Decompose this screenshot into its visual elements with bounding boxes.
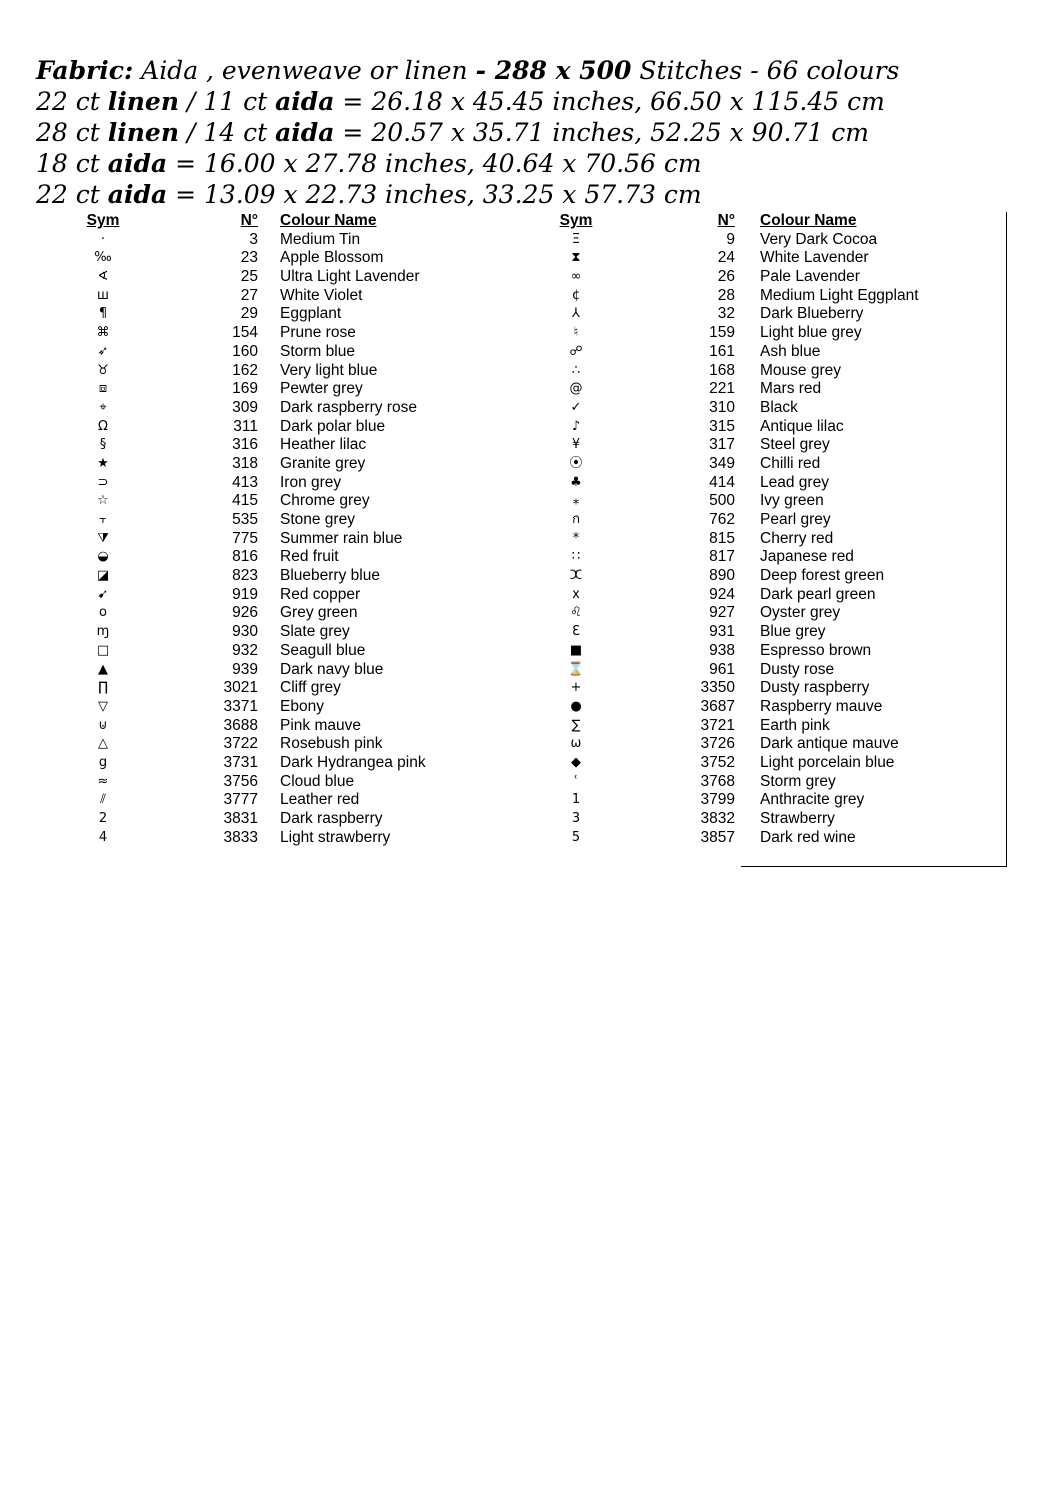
legend-row — [0, 773, 530, 792]
colour-number: 3768 — [700, 772, 735, 790]
legend-row — [480, 698, 1010, 717]
colour-number: 26 — [717, 268, 735, 286]
colour-number: 32 — [717, 305, 735, 323]
legend-row — [480, 754, 1010, 773]
colour-number: 317 — [709, 436, 735, 454]
symbol-icon: ∷ — [571, 549, 581, 565]
symbol-icon: 4 — [98, 829, 108, 845]
colour-name: Ivy green — [760, 492, 824, 510]
colour-number: 3687 — [700, 697, 735, 715]
colour-name: Strawberry — [760, 810, 835, 827]
colour-number: 919 — [232, 585, 258, 603]
symbol-icon: ☍ — [569, 343, 583, 359]
colour-number: 311 — [233, 417, 258, 435]
colour-number: 930 — [232, 623, 258, 641]
colour-number: 3021 — [223, 679, 258, 697]
colour-name: Dark Blueberry — [760, 305, 864, 323]
symbol-icon: ¶ — [98, 306, 108, 322]
symbol-icon: ☆ — [97, 493, 109, 509]
colour-number: 310 — [709, 398, 735, 416]
symbol-icon: 5 — [571, 829, 581, 845]
symbol-icon: ◆ — [571, 754, 581, 770]
colour-name: Red fruit — [280, 548, 339, 566]
colour-number: 414 — [709, 473, 735, 491]
colour-number: 500 — [709, 492, 735, 510]
legend-row — [480, 436, 1010, 455]
colour-name: Cloud blue — [280, 772, 355, 790]
colour-name: Antique lilac — [760, 417, 844, 435]
colour-number: 24 — [717, 249, 735, 267]
colour-name: Dark red wine — [760, 828, 856, 846]
colour-number: 3777 — [223, 791, 258, 809]
colour-number: 3752 — [700, 753, 735, 771]
legend-row — [0, 735, 530, 754]
symbol-icon: 1 — [571, 792, 581, 808]
symbol-icon: ⵋ — [569, 568, 583, 584]
colour-name: Storm blue — [280, 342, 355, 360]
legend-rows-right — [480, 231, 1010, 848]
colour-name: Dark antique mauve — [760, 735, 899, 753]
symbol-icon: ♉ — [97, 362, 109, 378]
colour-number: 3833 — [223, 828, 258, 846]
legend-row — [480, 231, 1010, 250]
legend-row — [0, 679, 530, 698]
colour-name: Steel grey — [760, 436, 830, 454]
symbol-icon: ➹ — [97, 586, 109, 602]
colour-number: 3831 — [223, 810, 258, 827]
legend-bottom-border — [741, 866, 1007, 867]
colour-name: Ebony — [280, 697, 324, 715]
legend-row — [0, 362, 530, 381]
colour-number: 160 — [232, 342, 258, 360]
legend-row — [0, 754, 530, 773]
colour-number: 926 — [232, 604, 258, 622]
legend-row — [480, 324, 1010, 343]
colour-number: 924 — [709, 585, 735, 603]
legend-row — [0, 249, 530, 268]
colour-name: Light porcelain blue — [760, 753, 895, 771]
colour-number: 762 — [709, 511, 735, 528]
colour-name: Granite grey — [280, 454, 366, 472]
colour-number: 3857 — [700, 828, 735, 846]
colour-legend — [0, 212, 1060, 872]
legend-rows-left — [0, 231, 530, 848]
symbol-icon: ⁎ — [572, 493, 580, 509]
symbol-icon: ∑ — [571, 717, 581, 733]
colour-name: Lead grey — [760, 473, 829, 491]
symbol-icon: ▽ — [98, 698, 108, 714]
symbol-icon: ➶ — [97, 343, 109, 359]
symbol-icon: § — [99, 437, 107, 453]
colour-name: Deep forest green — [760, 567, 885, 585]
legend-row — [480, 362, 1010, 381]
colour-number: 3350 — [700, 679, 735, 697]
colour-name: Summer rain blue — [280, 529, 403, 547]
colour-number: 961 — [709, 660, 735, 678]
colour-number: 318 — [232, 454, 258, 472]
size-line-22ct-linen: 22 ct linen / 11 ct aida = 26.18 x 45.45 inches, 66.50 x 115.45 cm — [36, 87, 885, 116]
legend-row — [0, 418, 530, 437]
legend-row — [0, 567, 530, 586]
symbol-icon: ¥ — [571, 437, 581, 453]
colour-number: 3 — [249, 230, 258, 248]
symbol-icon: + — [570, 680, 582, 696]
colour-number: 775 — [232, 529, 258, 547]
legend-row — [480, 492, 1010, 511]
symbol-icon: ɱ — [96, 624, 110, 640]
colour-name: Leather red — [280, 791, 360, 809]
colour-number: 315 — [709, 417, 735, 435]
colour-number: 931 — [709, 623, 735, 641]
legend-column-right — [480, 212, 1010, 847]
colour-number: 154 — [232, 324, 258, 342]
symbol-icon: * — [572, 530, 580, 546]
symbol-icon: · — [100, 231, 106, 247]
colour-name: Pale Lavender — [760, 268, 860, 286]
legend-row — [480, 661, 1010, 680]
symbol-icon: ● — [570, 698, 582, 714]
colour-number: 415 — [232, 492, 258, 510]
symbol-icon: ⫽ — [100, 792, 106, 808]
colour-number: 817 — [709, 548, 735, 566]
colour-number: 309 — [232, 398, 258, 416]
colour-name: White Lavender — [760, 249, 869, 267]
legend-row — [480, 455, 1010, 474]
symbol-icon: ʿ — [574, 773, 578, 789]
colour-name: Eggplant — [280, 305, 342, 323]
colour-name: Chilli red — [760, 454, 821, 472]
legend-row — [480, 773, 1010, 792]
symbol-icon: ✓ — [570, 399, 582, 415]
legend-row — [480, 305, 1010, 324]
legend-column-left — [0, 212, 530, 847]
legend-row — [480, 735, 1010, 754]
colour-number: 3756 — [223, 772, 258, 790]
symbol-icon: ♣ — [570, 474, 582, 490]
legend-row — [0, 717, 530, 736]
legend-row — [0, 698, 530, 717]
legend-row — [480, 249, 1010, 268]
legend-row — [480, 642, 1010, 661]
number-header: N° — [717, 212, 735, 229]
symbol-icon: ⧩ — [97, 530, 109, 546]
colour-name: White Violet — [280, 286, 363, 304]
legend-row — [480, 567, 1010, 586]
colour-name: Light blue grey — [760, 324, 862, 342]
symbol-icon: Ξ — [571, 231, 581, 247]
colour-name: Black — [760, 398, 798, 416]
colour-name: Very Dark Cocoa — [760, 230, 878, 248]
colour-number: 3688 — [223, 716, 258, 734]
symbol-icon: ⌖ — [99, 399, 107, 415]
colour-name: Earth pink — [760, 716, 830, 734]
legend-row — [480, 717, 1010, 736]
colour-number: 3721 — [700, 716, 735, 734]
colour-name: Red copper — [280, 585, 361, 603]
colour-name: Dark pearl green — [760, 585, 876, 603]
symbol-icon: ⊃ — [97, 474, 109, 490]
symbol-icon: ω — [570, 736, 582, 752]
legend-row — [0, 399, 530, 418]
colour-name: Apple Blossom — [280, 249, 384, 267]
colour-number: 28 — [717, 286, 735, 304]
colour-number: 169 — [232, 380, 258, 398]
symbol-icon: ⫟ — [99, 512, 107, 527]
legend-row — [0, 455, 530, 474]
symbol-icon: ♪ — [571, 418, 581, 434]
colour-name: Mars red — [760, 380, 822, 398]
legend-row — [0, 492, 530, 511]
colour-name: Oyster grey — [760, 604, 841, 622]
colour-name: Heather lilac — [280, 436, 367, 454]
legend-row — [0, 343, 530, 362]
colour-number: 9 — [726, 230, 735, 248]
colour-number: 3832 — [700, 810, 735, 827]
legend-row — [0, 380, 530, 399]
colour-name: Dark Hydrangea pink — [280, 753, 426, 771]
legend-header-row — [480, 212, 1010, 231]
colour-name-header: Colour Name — [280, 212, 377, 229]
legend-row — [480, 530, 1010, 549]
fabric-line: Fabric: Aida , evenweave or linen - 288 x 500 Stitches - 66 colours — [36, 56, 900, 85]
colour-number: 349 — [709, 454, 735, 472]
colour-number: 3799 — [700, 791, 735, 809]
legend-row — [480, 268, 1010, 287]
legend-row — [0, 511, 530, 530]
legend-row — [0, 829, 530, 848]
legend-row — [480, 586, 1010, 605]
colour-number: 3722 — [223, 735, 258, 753]
legend-row — [0, 791, 530, 810]
colour-name: Medium Light Eggplant — [760, 286, 919, 304]
legend-header-row — [0, 212, 530, 231]
symbol-icon: ♌ — [570, 605, 582, 621]
colour-name: Dark navy blue — [280, 660, 384, 678]
colour-number: 25 — [240, 268, 258, 286]
legend-row — [480, 810, 1010, 829]
symbol-icon: ∢ — [97, 269, 109, 285]
legend-row — [0, 604, 530, 623]
legend-row — [480, 418, 1010, 437]
legend-row — [0, 268, 530, 287]
colour-name: Storm grey — [760, 772, 836, 790]
colour-name: Rosebush pink — [280, 735, 383, 753]
colour-name: Dark raspberry — [280, 810, 383, 827]
symbol-icon: Ɛ — [572, 624, 580, 640]
legend-row — [0, 548, 530, 567]
size-line-18ct-aida: 18 ct aida = 16.00 x 27.78 inches, 40.64 x 70.56 cm — [36, 149, 702, 178]
colour-number: 316 — [232, 436, 258, 454]
legend-row — [480, 623, 1010, 642]
symbol-icon: Ω — [98, 418, 108, 434]
legend-row — [0, 810, 530, 829]
colour-name: Blueberry blue — [280, 567, 380, 585]
colour-number: 938 — [709, 641, 735, 659]
legend-row — [0, 623, 530, 642]
colour-name: Iron grey — [280, 473, 342, 491]
colour-name: Pewter grey — [280, 380, 363, 398]
colour-name-header: Colour Name — [760, 212, 857, 229]
legend-row — [480, 287, 1010, 306]
symbol-icon: ▲ — [98, 661, 108, 677]
symbol-icon: ⦿ — [569, 455, 583, 471]
legend-row — [480, 399, 1010, 418]
symbol-icon: 2 — [98, 811, 108, 826]
colour-name: Dark raspberry rose — [280, 398, 417, 416]
symbol-icon: g — [98, 754, 108, 770]
colour-number: 29 — [240, 305, 258, 323]
colour-name: Prune rose — [280, 324, 356, 342]
symbol-icon: ш — [97, 287, 109, 303]
legend-row — [0, 530, 530, 549]
symbol-icon: ⧗ — [571, 250, 581, 266]
symbol-icon: ¢ — [571, 287, 581, 303]
symbol-icon: □ — [96, 642, 110, 658]
symbol-icon: x — [572, 586, 580, 602]
colour-name: Cliff grey — [280, 679, 341, 697]
colour-name: Japanese red — [760, 548, 854, 566]
symbol-icon: ■ — [569, 642, 583, 658]
colour-name: Medium Tin — [280, 230, 361, 248]
colour-name: Ultra Light Lavender — [280, 268, 420, 286]
colour-name: Pink mauve — [280, 716, 361, 734]
colour-number: 939 — [232, 660, 258, 678]
colour-number: 932 — [232, 641, 258, 659]
colour-name: Seagull blue — [280, 641, 366, 659]
legend-row — [480, 343, 1010, 362]
symbol-icon: ∴ — [571, 362, 581, 378]
legend-row — [0, 474, 530, 493]
colour-number: 535 — [232, 511, 258, 528]
symbol-icon: o — [99, 605, 107, 621]
symbol-icon: ◒ — [97, 549, 109, 565]
legend-row — [0, 661, 530, 680]
sym-header: Sym — [86, 212, 120, 229]
colour-number: 23 — [240, 249, 258, 267]
fabric-info — [36, 55, 1036, 210]
symbol-icon: △ — [98, 736, 108, 752]
colour-name: Stone grey — [280, 511, 355, 528]
symbol-icon: ⌘ — [96, 325, 110, 341]
legend-row — [480, 380, 1010, 399]
symbol-icon: ⊍ — [98, 717, 108, 733]
colour-name: Grey green — [280, 604, 358, 622]
legend-row — [480, 511, 1010, 530]
colour-name: Anthracite grey — [760, 791, 865, 809]
colour-name: Slate grey — [280, 623, 350, 641]
colour-number: 221 — [709, 380, 735, 398]
colour-name: Dark polar blue — [280, 417, 386, 435]
symbol-icon: ◪ — [96, 568, 110, 584]
colour-number: 815 — [709, 529, 735, 547]
legend-row — [480, 474, 1010, 493]
symbol-icon: ⅄ — [572, 306, 580, 322]
legend-row — [480, 604, 1010, 623]
symbol-icon: ♮ — [573, 325, 579, 341]
colour-number: 162 — [232, 361, 258, 379]
legend-row — [0, 436, 530, 455]
size-line-22ct-aida: 22 ct aida = 13.09 x 22.73 inches, 33.25 x 57.73 cm — [36, 180, 702, 209]
colour-name: Raspberry mauve — [760, 697, 883, 715]
colour-name: Mouse grey — [760, 361, 841, 379]
colour-number: 3371 — [223, 697, 258, 715]
colour-name: Blue grey — [760, 623, 826, 641]
size-line-28ct-linen: 28 ct linen / 14 ct aida = 20.57 x 35.71 inches, 52.25 x 90.71 cm — [36, 118, 869, 147]
colour-number: 3726 — [700, 735, 735, 753]
legend-row — [480, 791, 1010, 810]
symbol-icon: ≈ — [97, 773, 109, 789]
colour-number: 890 — [709, 567, 735, 585]
symbol-icon: ★ — [97, 455, 109, 471]
number-header: N° — [240, 212, 258, 229]
colour-name: Dusty rose — [760, 660, 835, 678]
legend-right-border — [1006, 212, 1007, 866]
legend-row — [480, 829, 1010, 848]
legend-row — [0, 642, 530, 661]
colour-number: 168 — [709, 361, 735, 379]
colour-name: Ash blue — [760, 342, 821, 360]
symbol-icon: ⌛ — [567, 661, 585, 677]
symbol-icon: ก — [572, 512, 580, 527]
colour-name: Light strawberry — [280, 828, 391, 846]
legend-row — [0, 324, 530, 343]
colour-name: Dusty raspberry — [760, 679, 870, 697]
colour-name: Very light blue — [280, 361, 378, 379]
legend-row — [480, 548, 1010, 567]
symbol-icon: 3 — [571, 811, 581, 826]
symbol-icon: ∏ — [98, 680, 108, 696]
legend-row — [0, 305, 530, 324]
symbol-icon: ‰ — [94, 250, 112, 266]
colour-name: Cherry red — [760, 529, 834, 547]
legend-row — [0, 586, 530, 605]
legend-row — [0, 231, 530, 250]
colour-number: 161 — [709, 342, 735, 360]
colour-name: Espresso brown — [760, 641, 872, 659]
symbol-icon: @ — [569, 381, 583, 397]
colour-number: 927 — [709, 604, 735, 622]
symbol-icon: ∞ — [570, 269, 582, 285]
colour-number: 159 — [709, 324, 735, 342]
legend-row — [480, 679, 1010, 698]
colour-number: 27 — [240, 286, 258, 304]
colour-number: 3731 — [223, 753, 258, 771]
colour-number: 823 — [232, 567, 258, 585]
colour-name: Chrome grey — [280, 492, 370, 510]
sym-header: Sym — [559, 212, 593, 229]
legend-row — [0, 287, 530, 306]
symbol-icon: ⧈ — [98, 381, 108, 397]
colour-name: Pearl grey — [760, 511, 831, 528]
colour-number: 413 — [232, 473, 258, 491]
colour-number: 816 — [232, 548, 258, 566]
